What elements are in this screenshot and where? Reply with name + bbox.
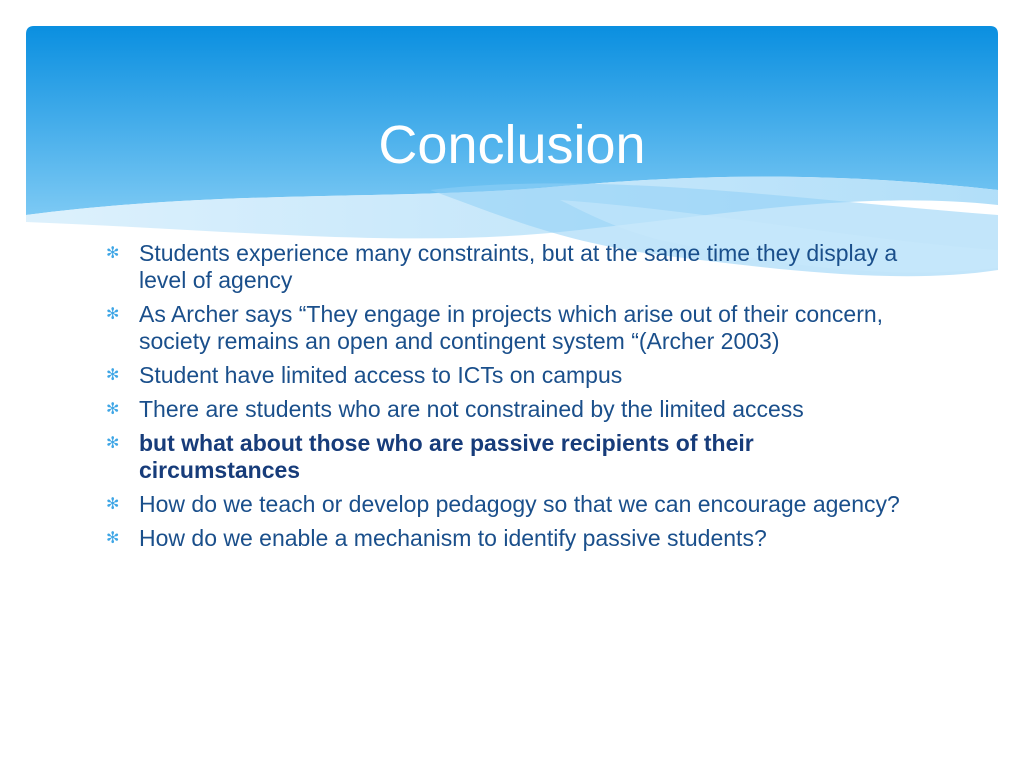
asterisk-icon: ✻ [106, 530, 120, 547]
bullet-text: As Archer says “They engage in projects which arise out of their concern, society remains an open and contingent system “(Archer 2003) [139, 301, 884, 354]
bullet-item [106, 362, 906, 389]
bullet-item [106, 301, 906, 355]
bullet-text: Student have limited access to ICTs on campus [139, 362, 623, 388]
bullet-item [106, 396, 906, 423]
bullet-text: Students experience many constraints, but at the same time they display a level of agency [139, 240, 898, 293]
asterisk-icon: ✻ [106, 367, 120, 384]
bullet-text: How do we enable a mechanism to identify passive students? [139, 525, 767, 551]
asterisk-icon: ✻ [106, 496, 120, 513]
bullet-list [106, 240, 906, 559]
bullet-text: How do we teach or develop pedagogy so that we can encourage agency? [139, 491, 900, 517]
bullet-text: There are students who are not constrained by the limited access [139, 396, 804, 422]
asterisk-icon: ✻ [106, 401, 120, 418]
bullet-item [106, 491, 906, 518]
asterisk-icon: ✻ [106, 435, 120, 452]
bullet-item [106, 525, 906, 552]
bullet-text: but what about those who are passive recipients of their circumstances [139, 430, 754, 483]
slide-title: Conclusion [378, 115, 646, 176]
bullet-item [106, 240, 906, 294]
asterisk-icon: ✻ [106, 306, 120, 323]
bullet-item-emphasized [106, 430, 906, 484]
asterisk-icon: ✻ [106, 245, 120, 262]
